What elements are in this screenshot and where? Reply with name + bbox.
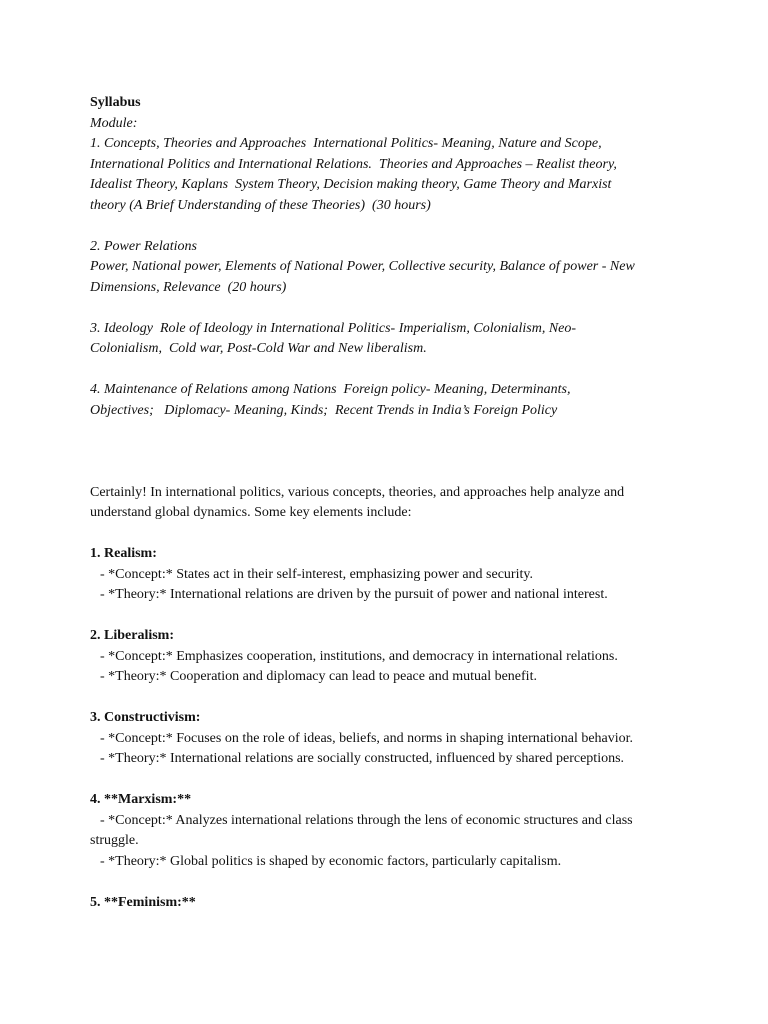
item-concept-continuation: struggle. (90, 833, 139, 848)
syllabus-heading: Syllabus (90, 95, 141, 110)
module-label: Module: (90, 115, 138, 131)
item-theory-line: - *Theory:* International relations are driven by the pursuit of power and national interest. (100, 587, 608, 602)
item-title-realism: 1. Realism: (90, 546, 157, 561)
intro-line: Certainly! In international politics, various concepts, theories, and approaches help analyze and (90, 484, 625, 500)
module4-line: 4. Maintenance of Relations among Nations Foreign policy- Meaning, Determinants, (90, 382, 571, 397)
module4-line: Objectives; Diplomacy- Meaning, Kinds; Recent Trends in India’s Foreign Policy (90, 402, 558, 418)
module2-line: 2. Power Relations (90, 238, 197, 254)
module1-line: theory (A Brief Understanding of these Theories) (30 hours) (90, 197, 431, 213)
syllabus-section (90, 93, 690, 421)
module3-line: 3. Ideology Role of Ideology in International Politics- Imperialism, Colonialism, Neo- (90, 320, 577, 336)
item-concept-line: - *Concept:* Emphasizes cooperation, institutions, and democracy in international relations. (100, 648, 618, 664)
module1-line: 1. Concepts, Theories and Approaches International Politics- Meaning, Nature and Scope, (90, 136, 602, 151)
module2-line: Power, National power, Elements of National Power, Collective security, Balance of power - New (90, 259, 635, 274)
item-title-constructivism: 3. Constructivism: (90, 710, 201, 725)
item-concept-line: - *Concept:* Analyzes international relations through the lens of economic structures and class (100, 812, 633, 828)
module2-line: Dimensions, Relevance (20 hours) (90, 279, 287, 295)
answer-section (90, 483, 690, 914)
item-title-feminism: 5. **Feminism:** (90, 894, 196, 910)
item-theory-line: - *Theory:* Global politics is shaped by economic factors, particularly capitalism. (100, 853, 562, 869)
module1-line: Idealist Theory, Kaplans System Theory, Decision making theory, Game Theory and Marxist (90, 177, 612, 192)
item-concept-line: - *Concept:* Focuses on the role of ideas, beliefs, and norms in shaping international behavior. (100, 730, 634, 746)
item-concept-line: - *Concept:* States act in their self-interest, emphasizing power and security. (100, 566, 533, 582)
item-title-marxism: 4. **Marxism:** (90, 792, 192, 807)
module3-line: Colonialism, Cold war, Post-Cold War and New liberalism. (90, 341, 427, 356)
intro-line: understand global dynamics. Some key elements include: (90, 505, 412, 520)
item-theory-line: - *Theory:* Cooperation and diplomacy can lead to peace and mutual benefit. (100, 669, 537, 684)
document-page (90, 93, 690, 913)
item-title-liberalism: 2. Liberalism: (90, 628, 174, 643)
module1-line: International Politics and International Relations. Theories and Approaches – Realist theory, (90, 156, 617, 172)
item-theory-line: - *Theory:* International relations are socially constructed, influenced by shared perceptions. (100, 751, 625, 766)
